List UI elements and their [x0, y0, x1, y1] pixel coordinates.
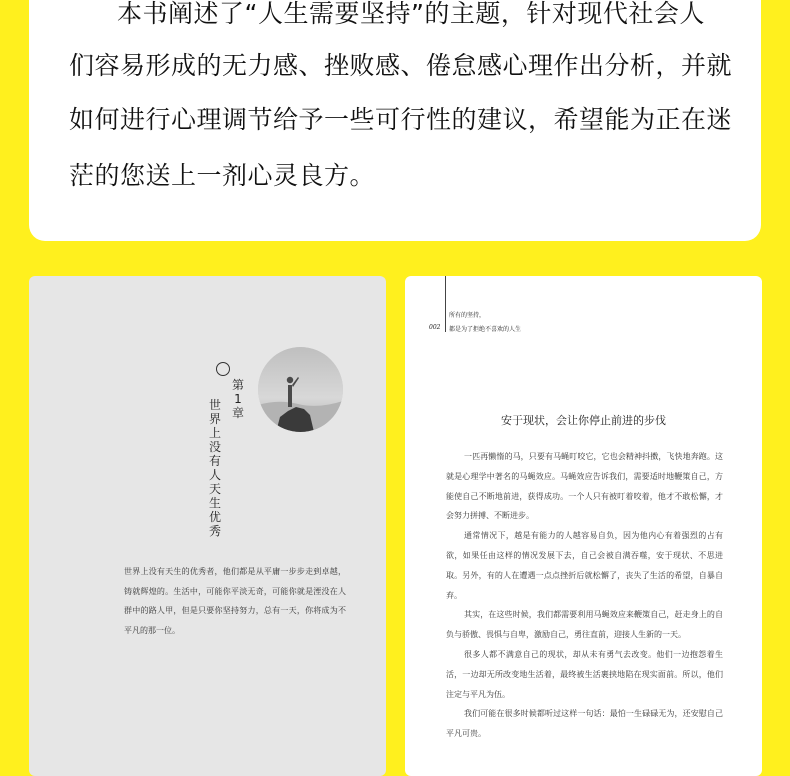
intro-card [29, 0, 761, 241]
intro-line-2: 们容易形成的无力感、挫败感、倦怠感心理作出分析，并就 [69, 51, 733, 80]
silhouette-on-rock-photo [258, 347, 343, 432]
intro-line-1: 本书阐述了“人生需要坚持”的主题，针对现代社会人 [117, 0, 705, 28]
right-page-body [446, 447, 723, 744]
left-page-body [124, 562, 346, 640]
intro-line-3: 如何进行心理调节给予一些可行性的建议，希望能为正在迷 [69, 105, 733, 134]
section-title: 安于现状，会让你停止前进的步伐 [501, 414, 666, 427]
chapter-title: 世界上没有人天生优秀 [208, 398, 221, 538]
book-page-left [29, 276, 386, 776]
running-head-line2: 都是为了拒绝不喜欢的人生 [449, 326, 522, 333]
circle-mark-icon [216, 362, 230, 376]
body-paragraph: 一匹再懒惰的马，只要有马蝇叮咬它，它也会精神抖擞，飞快地奔跑。这就是心理学中著名的马蝇效应。马蝇效应告诉我们，需要适时地鞭策自己，方能使自己不断地前进，获得成功。一个人只有被叮着咬着，他才不敢松懈，才会努力拼搏、不断进步。 [446, 452, 723, 521]
intro-line-4: 茫的您送上一剂心灵良方。 [69, 161, 376, 190]
body-paragraph: 我们可能在很多时候都听过这样一句话：最怕一生碌碌无为，还安慰自己平凡可贵。 [446, 709, 723, 739]
running-head-line1: 所有的坚持， [449, 312, 486, 319]
book-page-right [405, 276, 762, 776]
body-paragraph: 很多人都不满意自己的现状，却从未有勇气去改变。他们一边抱怨着生活，一边却无所改变地生活着，最终被生活裹挟地陷在现实面前。所以，他们注定与平凡为伍。 [446, 649, 723, 699]
body-paragraph: 通常情况下，越是有能力的人越容易自负，因为他内心有着强烈的占有欲，如果任由这样的情况发展下去，自己会被自满吞噬，安于现状、不思进取。另外，有的人在遭遇一点点挫折后就松懈了，丧失了生活的希望，自暴自弃。 [446, 531, 723, 600]
left-page-paragraph: 世界上没有天生的优秀者，他们都是从平庸一步步走到卓越，铸就辉煌的。生活中，可能你平淡无奇，可能你就是湮没在人群中的路人甲，但是只要你坚持努力，总有一天，你将成为不平凡的那一位。 [124, 567, 346, 635]
running-head-rule [445, 276, 446, 332]
body-paragraph: 其实，在这些时候，我们都需要利用马蝇效应来鞭策自己，赶走身上的自负与骄傲、畏惧与自卑，激励自己，勇往直前，迎接人生新的一天。 [446, 610, 723, 640]
page-number: 002 [429, 324, 441, 331]
chapter-number: 第1章 [231, 378, 244, 420]
